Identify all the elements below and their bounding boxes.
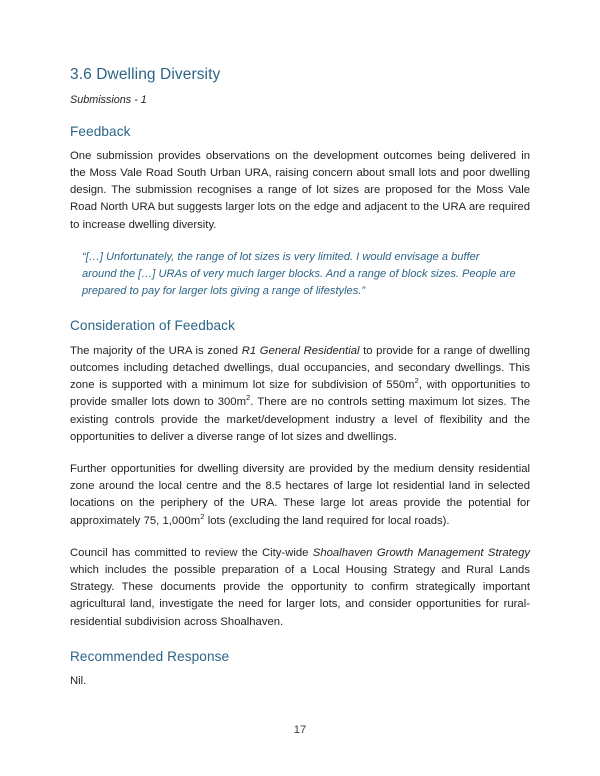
text-run: . There are no controls setting maximum lot sizes. The existing controls provide the market/development industry a level of flexibility and the opportunities to deliver a diverse range of lot sizes and dwellings. [70, 396, 531, 443]
submission-quote: “[…] Unfortunately, the range of lot sizes is very limited. I would envisage a buffer around the […] URAs of very much larger blocks. And a range of block sizes. People are prepared to pay for larger lots giving a range of lifestyles.” [82, 250, 516, 298]
heading-feedback: Feedback [70, 123, 131, 139]
page-number: 17 [293, 724, 307, 736]
text-run: which includes the possible preparation of a Local Housing Strategy and Rural Lands Strategy. These documents provide the opportunity to confirm strategically important agricultural land, investigate the need for larger lots, and consider opportunities for rural-residential subdivision across Shoalhaven. [70, 564, 530, 628]
text-run: to provide for a range of dwelling outcomes including detached dwellings, dual occupancies, and secondary dwellings. This zone is supported with a minimum lot size for subdivision of 550m [70, 344, 530, 392]
text-run: Council has committed to review the City-wide [70, 546, 313, 559]
submissions-count-label: Submissions - 1 [70, 93, 147, 106]
text-run: lots (excluding the land required for local roads). [204, 514, 450, 527]
heading-recommended-response: Recommended Response [70, 648, 230, 664]
superscript-square-1: 2 [414, 376, 419, 386]
consideration-paragraph-2 [70, 461, 530, 530]
page-content [70, 66, 530, 690]
recommended-response-text: Nil. [70, 675, 87, 688]
zone-name-italic: R1 General Residential [241, 344, 360, 357]
text-run: The majority of the URA is zoned [70, 344, 242, 357]
page-title: 3.6 Dwelling Diversity [70, 66, 221, 83]
heading-consideration-of-feedback: Consideration of Feedback [70, 318, 235, 334]
text-run: Further opportunities for dwelling diversity are provided by the medium density residential zone around the local centre and the 8.5 hectares of large lot residential land in selected locations on the periphery of the URA. These large lot areas provide the potential for approximately 75, 1,000m [70, 463, 530, 527]
consideration-paragraph-3 [70, 545, 530, 631]
strategy-name-italic: Shoalhaven Growth Management Strategy [312, 546, 530, 559]
consideration-paragraph-1 [70, 343, 530, 446]
text-run: , with opportunities to provide smaller lots down to 300m [70, 379, 530, 409]
superscript-square-2: 2 [246, 393, 251, 403]
superscript-square-3: 2 [200, 511, 205, 521]
feedback-paragraph: One submission provides observations on the development outcomes being delivered in the Moss Vale Road South Urban URA, raising concern about small lots and poor dwelling design. The submission recognises a range of lot sizes are proposed for the Moss Vale Road North URA but suggests larger lots on the edge and adjacent to the URA are required to increase dwelling diversity. [70, 149, 530, 231]
